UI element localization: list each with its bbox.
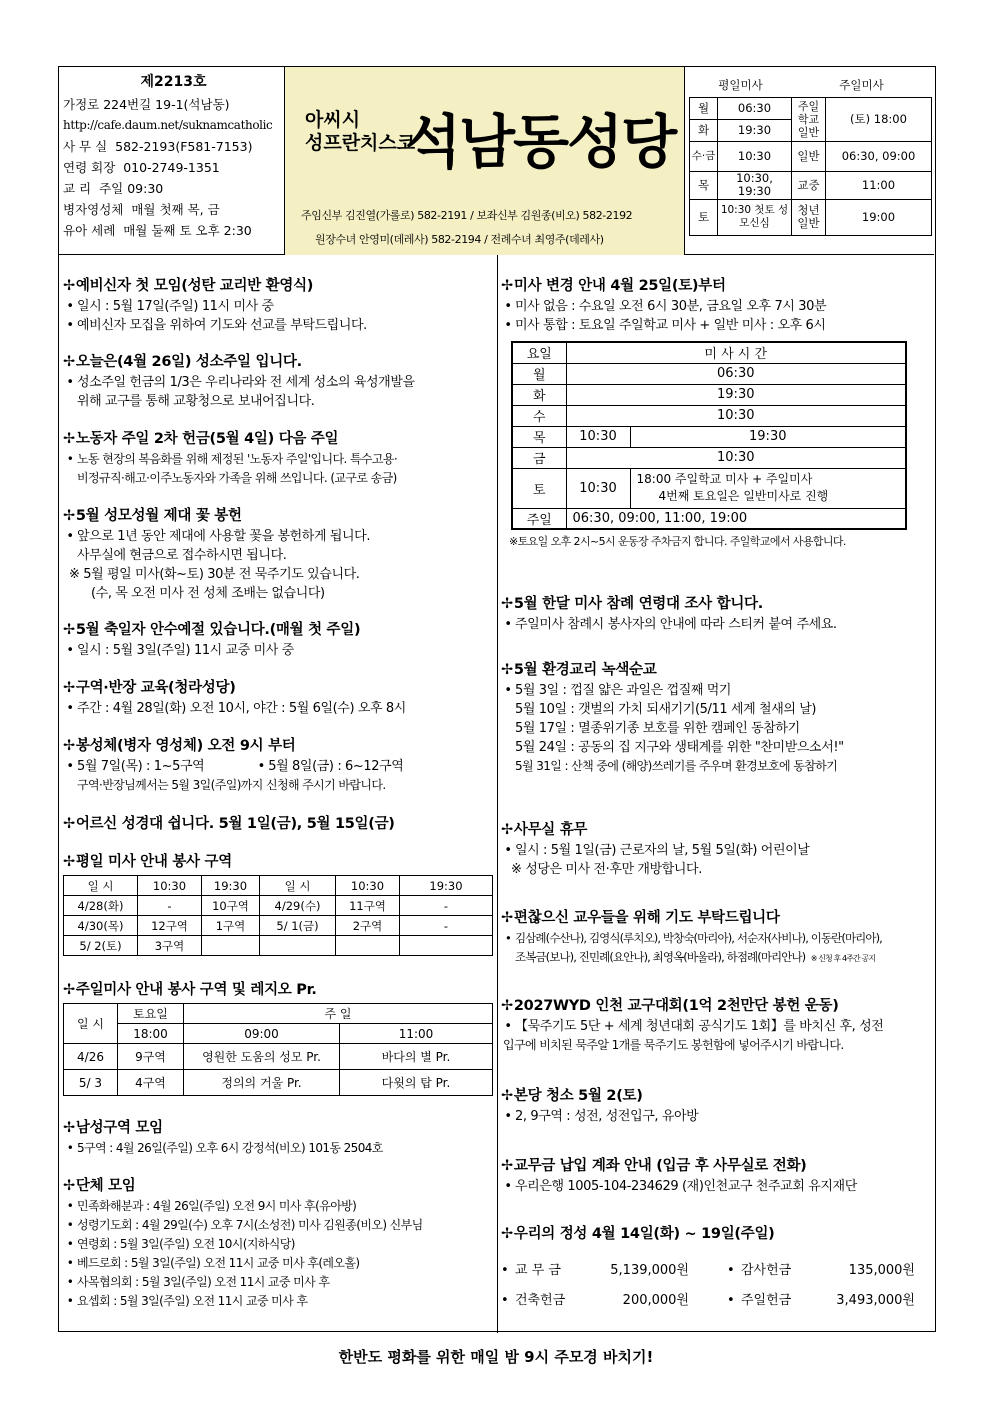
sat-note-line: 18:00 주일학교 미사 + 주일미사 (636, 472, 813, 486)
table-cell: - (138, 896, 202, 916)
notice-sick-communion (63, 735, 495, 795)
list-item: 구역·반장님께서는 5월 3일(주일)까지 신청해 주시기 바랍니다. (77, 778, 386, 792)
bulletin-page (58, 66, 936, 1332)
section-title (501, 995, 933, 1017)
priests-line: 주임신부 김진열(가롤로) 582-2191 / 보좌신부 김원종(비오) 582-2192 (301, 209, 633, 222)
table-cell: 2구역 (336, 916, 400, 936)
cross-icon: ✢ (501, 662, 513, 678)
section-title-text: 사무실 휴무 (513, 822, 588, 838)
notice-bible-class (63, 813, 495, 835)
parking-note: ※토요일 오후 2시~5시 운동장 주차금지 합니다. 주일학교에서 사용합니다. (509, 535, 846, 548)
notice-eco-catechism (501, 659, 933, 776)
table-cell: 10:30 (566, 447, 906, 468)
list-item: • 5구역 : 4월 26일(주일) 오후 6시 강정석(비오) 101동 2504호 (66, 1141, 383, 1155)
item-text: 미사 통합 : 토요일 주일학교 미사 + 일반 미사 : 오후 6시 (515, 318, 826, 333)
notice-mass-change (501, 275, 933, 551)
list-item: • 주간 : 4월 28일(화) 오전 10시, 야간 : 5월 6일(수) 오후 8시 (66, 701, 406, 716)
mass-time: 10:30 첫토 성모신심 (718, 199, 792, 235)
logo-parish-name: 석남동성당 (405, 108, 676, 176)
mass-time: 06:30 (718, 97, 792, 119)
notice-mens-district (63, 1117, 495, 1158)
notice-office-closed (501, 819, 933, 879)
section-title (63, 351, 495, 373)
parish-logo-box (285, 67, 685, 255)
table-header: 18:00 (118, 1024, 184, 1044)
notice-prayer-sick (501, 907, 933, 968)
table-cell: 1구역 (202, 916, 260, 936)
logo-sub-line2: 성프란치스코 (305, 132, 416, 154)
cross-icon: ✢ (501, 1226, 513, 1242)
office-value: 582-2193(F581-7153) (115, 139, 253, 154)
notice-catechumen (63, 275, 495, 335)
table-cell: 11구역 (336, 896, 400, 916)
cross-icon: ✢ (63, 354, 75, 370)
notice-group-meetings (63, 1175, 495, 1311)
section-title-text: 어르신 성경대 쉽니다. 5월 1일(금), 5월 15일(금) (75, 816, 395, 832)
list-item: • 미사 통합 : 토요일 주일학교 미사 + 일반 미사 : 오후 6시 (504, 318, 826, 333)
table-header: 11:00 (340, 1024, 493, 1044)
baptism-label: 유아 세례 (63, 223, 116, 238)
column-divider (497, 255, 498, 1333)
list-item: • 【묵주기도 5단 + 세계 청년대회 공식기도 1회】를 바치신 후, 성전 (504, 1019, 884, 1034)
cross-icon: ✢ (63, 431, 75, 447)
infant-baptism (63, 220, 284, 241)
table-cell: 4/30(목) (64, 916, 138, 936)
item-text: 앞으로 1년 동안 제대에 사용할 꽃을 봉헌하게 됩니다. (77, 529, 371, 544)
list-item: • 사목협의회 : 5월 3일(주일) 오전 11시 교중 미사 후 (66, 1275, 330, 1289)
table-header: 일 시 (64, 876, 138, 896)
notice-wyd (501, 995, 933, 1055)
table-cell: 3구역 (138, 936, 202, 956)
list-item: 5월 24일 : 공동의 집 지구와 생태계를 위한 "찬미받으소서!" (515, 740, 844, 755)
item-text: 베드로회 : 5월 3일(주일) 오전 11시 교중 미사 후(레오홀) (77, 1256, 360, 1270)
table-header: 10:30 (138, 876, 202, 896)
offering-value: 5,139,000원 (610, 1263, 689, 1278)
mass-time: 19:30 (718, 119, 792, 141)
sunday-mass-label: 교중 (792, 171, 826, 199)
item-text: 일시 : 5월 3일(주일) 11시 교중 미사 중 (77, 643, 294, 658)
table-cell: 10:30 (566, 405, 906, 426)
list-item: 5월 31일 : 산책 중에 (해양)쓰레기를 주우며 환경보호에 동참하기 (515, 759, 838, 773)
offering-value: 200,000원 (622, 1293, 689, 1308)
section-title (63, 275, 495, 297)
list-item: 5월 17일 : 멸종위기종 보호를 위한 캠페인 동참하기 (515, 721, 800, 736)
section-title (501, 659, 933, 681)
table-header-row (64, 1004, 493, 1024)
item-text: 5월 8일(금) : 6~12구역 (268, 759, 404, 774)
office-phone (63, 136, 284, 157)
table-cell: 4/28(화) (64, 896, 138, 916)
table-cell: 5/ 2(토) (64, 936, 138, 956)
table-cell: 19:30 (630, 426, 906, 447)
table-header: 10:30 (336, 876, 400, 896)
section-title-text: 미사 변경 안내 4월 25일(토)부터 (513, 278, 726, 294)
offering-value: 135,000원 (848, 1263, 915, 1278)
sunday-mass-header: 주일미사 (792, 75, 932, 97)
bulletin-header (59, 67, 934, 255)
list-item: ※ 5월 평일 미사(화~토) 30분 전 묵주기도 있습니다. (69, 567, 360, 582)
offering-label: 주일헌금 (741, 1293, 792, 1308)
table-cell: 수 (512, 405, 566, 426)
cross-icon: ✢ (63, 622, 75, 638)
section-title (501, 1155, 933, 1177)
notice-vocation-sunday (63, 351, 495, 411)
table-cell: 06:30, 09:00, 11:00, 19:00 (566, 508, 906, 529)
table-header-row (64, 1024, 493, 1044)
list-item: • 일시 : 5월 3일(주일) 11시 교중 미사 중 (66, 643, 294, 658)
item-text: 5구역 : 4월 26일(주일) 오후 6시 강정석(비오) 101동 2504호 (77, 1141, 383, 1155)
item-text: 5월 7일(목) : 1~5구역 (77, 759, 205, 774)
item-text: 일시 : 5월 1일(금) 근로자의 날, 5월 5일(화) 어린이날 (515, 843, 810, 858)
notice-attendance-survey (501, 593, 933, 634)
list-item: 사무실에 현금으로 접수하시면 됩니다. (77, 548, 287, 563)
offering-school-fee: • 교 무 금 5,139,000원 (501, 1259, 689, 1278)
offering-building: • 건축헌금 200,000원 (501, 1289, 689, 1308)
table-cell: 4/29(수) (260, 896, 336, 916)
mass-time: 10:30, 19:30 (718, 171, 792, 199)
section-title (501, 1085, 933, 1107)
notice-weekday-service (63, 851, 495, 956)
section-title (63, 1117, 495, 1139)
notice-district-education (63, 677, 495, 718)
table-row (64, 1044, 493, 1070)
table-cell (400, 936, 493, 956)
sick-communion (63, 199, 284, 220)
item-text: 성령기도회 : 4월 29일(수) 오후 7시(소성전) 미사 김원종(비오) 신부님 (77, 1218, 423, 1232)
section-title (501, 907, 933, 929)
sick-label: 병자영성체 (63, 202, 124, 217)
item-text: 김삼례(수산나), 김영식(루치오), 박창숙(마리아), 서순자(사비나), 이동란(마리아), (515, 931, 882, 945)
sunday-mass-label: 주일학교 일반 (792, 97, 826, 141)
cross-icon: ✢ (63, 278, 75, 294)
table-cell: - (400, 916, 493, 936)
item-text: 주일미사 참례시 봉사자의 안내에 따라 스티커 붙여 주세요. (515, 617, 837, 632)
notice-account (501, 1155, 933, 1196)
table-cell: 10구역 (202, 896, 260, 916)
sunday-mass-time: 06:30, 09:00 (826, 141, 932, 171)
section-title-text: 편찮으신 교우들을 위해 기도 부탁드립니다 (513, 910, 780, 926)
cross-icon: ✢ (63, 508, 75, 524)
table-header: 09:00 (184, 1024, 340, 1044)
section-title-text: 오늘은(4월 26일) 성소주일 입니다. (75, 354, 302, 370)
table-cell: 10:30 (566, 426, 630, 447)
item-text: 2, 9구역 : 성전, 성전입구, 유아방 (515, 1109, 699, 1124)
section-title (63, 619, 495, 641)
office-label: 사 무 실 (63, 139, 108, 154)
section-title-text: 노동자 주일 2차 헌금(5월 4일) 다음 주일 (75, 431, 339, 447)
sunday-mass-time: 19:00 (826, 199, 932, 235)
list-item: 위해 교구를 통해 교황청으로 보내어집니다. (77, 394, 315, 409)
section-title-text: 5월 환경교리 녹색순교 (513, 662, 657, 678)
sunday-mass-time: 11:00 (826, 171, 932, 199)
section-title-text: 평일 미사 안내 봉사 구역 (75, 854, 232, 870)
sick-value: 매월 첫째 목, 금 (131, 202, 220, 217)
cross-icon: ✢ (501, 278, 513, 294)
table-cell: 월 (512, 363, 566, 384)
table-header: 요일 (512, 342, 566, 363)
prayer-note: ※ 신청 후 4주간 공지 (810, 954, 876, 963)
address: 가정로 224번길 19-1(석남동) (63, 97, 230, 112)
mass-schedule-box (685, 67, 934, 255)
section-title-text: 5월 축일자 안수예절 있습니다.(매월 첫 주일) (75, 622, 361, 638)
section-title (63, 979, 495, 1001)
list-item: • 예비신자 모집을 위하여 기도와 선교를 부탁드립니다. (66, 318, 367, 333)
item-text: 5월 3일 : 껍질 얇은 과일은 껍질째 먹기 (515, 683, 732, 698)
section-title-text: 우리의 정성 4월 14일(화) ~ 19일(주일) (513, 1226, 775, 1242)
list-item: • 우리은행 1005-104-234629 (재)인천교구 천주교회 유지재단 (504, 1179, 857, 1194)
list-item: 5월 10일 : 갯벌의 가치 되새기기(5/11 세계 철새의 날) (515, 702, 817, 717)
section-title-text: 남성구역 모임 (75, 1120, 163, 1136)
item-text: 【묵주기도 5단 + 세계 청년대회 공식기도 1회】를 바치신 후, 성전 (515, 1019, 884, 1034)
notice-cleaning (501, 1085, 933, 1126)
baptism-value: 매월 둘째 토 오후 2:30 (123, 223, 252, 238)
table-cell: 9구역 (118, 1044, 184, 1070)
item-text: 민족화해분과 : 4월 26일(주일) 오전 9시 미사 후(유아방) (77, 1199, 357, 1213)
mass-schedule-table (689, 75, 932, 236)
weekday-service-table (63, 875, 493, 956)
table-cell: 다윗의 탑 Pr. (340, 1070, 493, 1096)
list-item: • 일시 : 5월 1일(금) 근로자의 날, 5월 5일(화) 어린이날 (504, 843, 810, 858)
item-text: 미사 없음 : 수요일 오전 6시 30분, 금요일 오후 7시 30분 (515, 299, 827, 314)
section-title (63, 851, 495, 873)
mass-time-table (511, 341, 907, 530)
list-item: ※ 성당은 미사 전·후만 개방합니다. (511, 862, 702, 877)
sunday-mass-label: 일반 (792, 141, 826, 171)
list-item: • 미사 없음 : 수요일 오전 6시 30분, 금요일 오후 7시 30분 (504, 299, 827, 314)
table-cell: 영원한 도움의 성모 Pr. (184, 1044, 340, 1070)
table-cell: 화 (512, 384, 566, 405)
table-cell (260, 936, 336, 956)
list-item: • 김삼례(수산나), 김영식(루치오), 박창숙(마리아), 서순자(사비나), 이동란(마리아), (505, 931, 882, 945)
notice-feast-blessing (63, 619, 495, 660)
list-item: • 앞으로 1년 동안 제대에 사용할 꽃을 봉헌하게 됩니다. (66, 529, 371, 544)
logo-patron (305, 109, 415, 155)
section-title-text: 주일미사 안내 봉사 구역 및 레지오 Pr. (75, 982, 317, 998)
table-cell: 4구역 (118, 1070, 184, 1096)
list-item: • 성령기도회 : 4월 29일(수) 오후 7시(소성전) 미사 김원종(비오) 신부님 (66, 1218, 423, 1232)
section-title (63, 1175, 495, 1197)
list-item: (수, 목 오전 미사 전 성체 조배는 없습니다) (91, 586, 325, 601)
section-title-text: 5월 성모성월 제대 꽃 봉헌 (75, 508, 242, 524)
cross-icon: ✢ (501, 1158, 513, 1174)
table-cell: 5/ 3 (64, 1070, 118, 1096)
table-cell: 5/ 1(금) (260, 916, 336, 936)
table-cell: 바다의 별 Pr. (340, 1044, 493, 1070)
table-header: 주 일 (184, 1004, 493, 1024)
cross-icon: ✢ (501, 998, 513, 1014)
mass-time: 10:30 (718, 141, 792, 171)
list-item: 입구에 비치된 묵주알 1개를 묵주기도 봉헌함에 넣어주시기 바랍니다. (503, 1038, 844, 1052)
president-phone (63, 157, 284, 178)
logo-sub-line1: 아씨시 (305, 109, 361, 131)
offering-label: 교 무 금 (515, 1263, 561, 1278)
issue-number: 제2213호 (140, 74, 207, 90)
sisters-line: 원장수녀 안영미(데레사) 582-2194 / 전례수녀 최영주(데레사) (315, 233, 604, 246)
table-cell: 19:30 (566, 384, 906, 405)
table-cell (202, 936, 260, 956)
table-header: 19:30 (202, 876, 260, 896)
item-text: 성소주일 헌금의 1/3은 우리나라와 전 세계 성소의 육성개발을 (77, 375, 415, 390)
list-item: • 요셉회 : 5월 3일(주일) 오전 11시 교중 미사 후 (66, 1294, 308, 1308)
section-title-text: 5월 한달 미사 참례 연령대 조사 합니다. (513, 596, 763, 612)
president-value: 010-2749-1351 (123, 160, 220, 175)
section-title-text: 단체 모임 (75, 1178, 136, 1194)
catechism-value: 주일 09:30 (99, 181, 164, 196)
section-title (501, 819, 933, 841)
sunday-mass-label: 청년 일반 (792, 199, 826, 235)
item-text: 연령회 : 5월 3일(주일) 오전 10시(지하식당) (77, 1237, 295, 1251)
mass-day: 수·금 (690, 141, 718, 171)
table-cell: 주일 (512, 508, 566, 529)
cross-icon: ✢ (63, 738, 75, 754)
table-cell: 10:30 (566, 468, 630, 508)
cross-icon: ✢ (63, 1178, 75, 1194)
section-title (501, 275, 933, 297)
weekday-mass-header: 평일미사 (690, 75, 792, 97)
item-text: 조복금(보나), 진민례(요안나), 최영옥(바울라), 하점례(마리안나) (515, 950, 806, 964)
cross-icon: ✢ (63, 1120, 75, 1136)
list-item: • 주일미사 참례시 봉사자의 안내에 따라 스티커 붙여 주세요. (504, 617, 837, 632)
section-title (63, 677, 495, 699)
table-cell: - (400, 896, 493, 916)
cross-icon: ✢ (501, 1088, 513, 1104)
table-header-row (64, 876, 493, 896)
mass-day: 토 (690, 199, 718, 235)
section-title (63, 813, 495, 835)
section-title-text: 교무금 납입 계좌 안내 (입금 후 사무실로 전화) (513, 1158, 807, 1174)
table-cell: 금 (512, 447, 566, 468)
list-item: • 5월 7일(목) : 1~5구역 • 5월 8일(금) : 6~12구역 (66, 759, 404, 774)
table-header: 일 시 (64, 1004, 118, 1044)
table-row (64, 916, 493, 936)
offering-label: 감사헌금 (741, 1263, 792, 1278)
list-item: • 노동 현장의 복음화를 위해 제정된 '노동자 주일'입니다. 특수고용· (66, 452, 398, 466)
item-text: 노동 현장의 복음화를 위해 제정된 '노동자 주일'입니다. 특수고용· (77, 452, 398, 466)
cafe-url[interactable]: http://cafe.daum.net/suknamcatholic (63, 118, 273, 132)
table-row (64, 1070, 493, 1096)
cross-icon: ✢ (63, 854, 75, 870)
cross-icon: ✢ (501, 822, 513, 838)
table-header: 일 시 (260, 876, 336, 896)
notice-offerings (501, 1223, 933, 1313)
mass-day: 화 (690, 119, 718, 141)
notice-sunday-service (63, 979, 495, 1096)
offering-label: 건축헌금 (515, 1293, 566, 1308)
item-text: 우리은행 1005-104-234629 (재)인천교구 천주교회 유지재단 (515, 1179, 857, 1194)
offering-thanks: • 감사헌금 135,000원 (727, 1259, 915, 1278)
cross-icon: ✢ (501, 596, 513, 612)
table-cell: 토 (512, 468, 566, 508)
item-text: 일시 : 5월 17일(주일) 11시 미사 중 (77, 299, 274, 314)
list-item: • 민족화해분과 : 4월 26일(주일) 오전 9시 미사 후(유아방) (66, 1199, 357, 1213)
president-label: 연령 회장 (63, 160, 116, 175)
section-title (63, 505, 495, 527)
table-cell (630, 468, 906, 508)
item-text: 요셉회 : 5월 3일(주일) 오전 11시 교중 미사 후 (77, 1294, 308, 1308)
section-title-text: 본당 청소 5월 2(토) (513, 1088, 643, 1104)
footer-message: 한반도 평화를 위한 매일 밤 9시 주모경 바치기! (338, 1348, 654, 1366)
table-cell: 12구역 (138, 916, 202, 936)
list-item: • 연령회 : 5월 3일(주일) 오전 10시(지하식당) (66, 1237, 295, 1251)
catechism-time (63, 178, 284, 199)
list-item: • 일시 : 5월 17일(주일) 11시 미사 중 (66, 299, 274, 314)
mass-day: 월 (690, 97, 718, 119)
list-item: 비정규직·해고·이주노동자와 가족을 위해 쓰입니다. (교구로 송금) (77, 471, 397, 485)
sunday-service-table (63, 1003, 493, 1096)
list-item: • 성소주일 헌금의 1/3은 우리나라와 전 세계 성소의 육성개발을 (66, 375, 415, 390)
table-cell (336, 936, 400, 956)
parish-info (59, 67, 285, 255)
offering-value: 3,493,000원 (836, 1293, 915, 1308)
sat-note-line: 4번째 토요일은 일반미사로 진행 (658, 489, 829, 503)
cross-icon: ✢ (501, 910, 513, 926)
table-cell: 정의의 거울 Pr. (184, 1070, 340, 1096)
list-item: • 5월 3일 : 껍질 얇은 과일은 껍질째 먹기 (504, 683, 732, 698)
notice-labor-sunday (63, 428, 495, 488)
table-cell: 06:30 (566, 363, 906, 384)
table-cell: 4/26 (64, 1044, 118, 1070)
section-title (63, 428, 495, 450)
section-title-text: 예비신자 첫 모임(성탄 교리반 환영식) (75, 278, 314, 294)
table-row (64, 896, 493, 916)
list-item: • 베드로회 : 5월 3일(주일) 오전 11시 교중 미사 후(레오홀) (66, 1256, 360, 1270)
section-title (501, 593, 933, 615)
item-text: 사목협의회 : 5월 3일(주일) 오전 11시 교중 미사 후 (77, 1275, 330, 1289)
table-row (64, 936, 493, 956)
section-title-text: 2027WYD 인천 교구대회(1억 2천만단 봉헌 운동) (513, 998, 839, 1014)
cross-icon: ✢ (63, 982, 75, 998)
notice-altar-flowers (63, 505, 495, 603)
item-text: 주간 : 4월 28일(화) 오전 10시, 야간 : 5월 6일(수) 오후 8시 (77, 701, 406, 716)
cross-icon: ✢ (63, 816, 75, 832)
table-cell: 목 (512, 426, 566, 447)
table-header: 19:30 (400, 876, 493, 896)
sunday-mass-time: (토) 18:00 (826, 97, 932, 141)
section-title-text: 봉성체(병자 영성체) 오전 9시 부터 (75, 738, 296, 754)
offering-sunday: • 주일헌금 3,493,000원 (727, 1289, 915, 1308)
mass-day: 목 (690, 171, 718, 199)
table-header: 토요일 (118, 1004, 184, 1024)
section-title (63, 735, 495, 757)
cross-icon: ✢ (63, 680, 75, 696)
list-item: • 2, 9구역 : 성전, 성전입구, 유아방 (504, 1109, 699, 1124)
catechism-label: 교 리 (63, 181, 92, 196)
section-title (501, 1223, 933, 1245)
table-header: 미 사 시 간 (566, 342, 906, 363)
section-title-text: 구역·반장 교육(청라성당) (75, 680, 236, 696)
list-item (501, 948, 933, 968)
item-text: 예비신자 모집을 위하여 기도와 선교를 부탁드립니다. (77, 318, 367, 333)
